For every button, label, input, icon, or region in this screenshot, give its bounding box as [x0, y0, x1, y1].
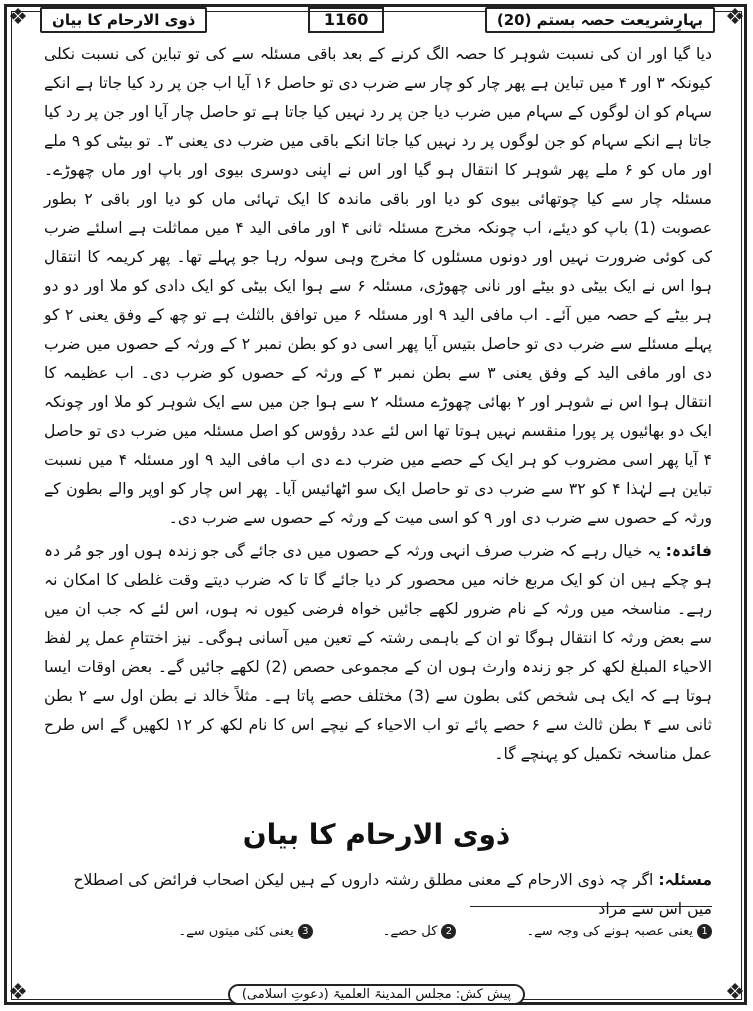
- ornament-icon: ❖: [8, 980, 28, 1005]
- footnote-number: 2: [441, 924, 456, 939]
- page-header: [40, 6, 715, 34]
- footnote-text: یعنی عصبہ ہونے کی وجہ سے۔: [526, 924, 693, 939]
- main-text: [44, 40, 712, 769]
- footnote-text: کل حصے۔: [382, 924, 438, 939]
- footnote-number: 1: [697, 924, 712, 939]
- ornament-icon: ❖: [725, 980, 745, 1005]
- footnote: [383, 924, 457, 939]
- publisher-label: پیش کش: مجلس المدینۃ العلمیۃ (دعوتِ اسلامی): [228, 984, 525, 1005]
- footnote: [526, 924, 712, 939]
- page-number: 1160: [308, 7, 385, 33]
- section-heading: ذوی الارحام کا بیان: [242, 818, 511, 851]
- note-paragraph: [44, 537, 712, 769]
- paragraph: دیا گیا اور ان کی نسبت شوہر کا حصہ الگ کرنے کے بعد باقی مسئلہ سے کی تو تباین کی نسبت نکلی کیونکہ ۳ اور ۴ میں تباین ہے پھر چار کو چار سے ضرب دی تو حاصل ۱۶ آیا اب جن پر رد کیا جاتا ہے انکے سہام کو ان لوگوں کے سہام میں ضرب دیا جن پر رد نہیں کیا جاتا ہے تو حاصل چار آیا اور جن پر رد کیا جاتا ہے انکے سہام کو جن لوگوں پر رد نہیں کیا جاتا انکے باقی میں ضرب دی یعنی ۳۔ تو بیٹی کو ۹ ملے اور ماں کو ۶ ملے پھر شوہر کا انتقال ہو گیا اور اس نے اپنی دوسری بیوی اور باپ اور ماں چھوڑے۔ مسئلہ چار سے کیا چوتھائی بیوی کو دیا اور باقی ماندہ کا ایک تہائی ماں کو دیا اور باقی ۲ بطور عصوبت (1) باپ کو دیئے، اب چونکہ مخرج مسئلہ ثانی ۴ اور مافی الید ۴ میں مماثلت ہے اسلئے ضرب کی کوئی ضرورت نہیں اور دونوں مسئلوں کا مخرج وہی سولہ رہا جو پہلے تھا۔ پھر کریمہ کا انتقال ہوا اس نے ایک بیٹی دو بیٹے اور نانی چھوڑی، مسئلہ ۶ سے ہوا ایک بیٹی کو ایک دادی کو ملا اور دو دو ہر بیٹے کے حصہ میں آئے۔ اب مافی الید ۹ اور مسئلہ ۶ میں توافق بالثلث ہے تو چھ کے وفق یعنی ۲ کو پہلے مسئلے سے ضرب دی تو حاصل بتیس آیا پھر اسی دو کو بطن نمبر ۲ کے ورثہ کے حصوں میں ضرب دی اور مافی الید کے وفق یعنی ۳ سے بطن نمبر ۳ کے ورثہ کے حصوں کو ضرب دی۔ اب عظیمہ کا انتقال ہوا اس نے شوہر اور ۲ بھائی چھوڑے مسئلہ ۲ سے ہوا جن میں سے ایک شوہر کو ملا اور چونکہ ایک دو بھائیوں پر پورا منقسم نہیں ہوتا تھا اس لئے عدد رؤوس کو اصل مسئلہ میں ضرب دی تو حاصل ۴ آیا پھر اسی مضروب کو ہر ایک کے حصے میں ضرب دے دی اب مافی الید ۹ اور مسئلہ ۴ میں نسبت تباین ہے لہٰذا ۴ کو ۳۲ سے ضرب دی تو حاصل ایک سو اٹھائیس آیا۔ پھر اس چار کو اوپر والے بطون کے ورثہ کے حصوں سے ضرب دی اور ۹ کو اسی میت کے ورثہ کے حصوں سے ضرب دی۔: [44, 45, 713, 527]
- ornament-icon: ❖: [8, 5, 28, 30]
- footnotes: [44, 924, 712, 939]
- note-text: یہ خیال رہے کہ ضرب صرف انہی ورثہ کے حصوں میں دی جائے گی جو زندہ ہوں اور جو مُر دہ ہو چکے ہیں ان کو ایک مربع خانہ میں محصور کر دیا جائے گا تا کہ ضرب دیتے وقت غلطی کا امکان نہ رہے۔ مناسخہ میں ورثہ کے نام ضرور لکھے جائیں خواہ فرضی کیوں نہ ہوں، اس لئے کہ جب ان میں سے بعض ورثہ کا انتقال ہوگا تو ان کے باہمی رشتہ کے تعین میں آسانی ہوگی۔ نیز اختتامِ عمل پر لفظ الاحیاء المبلغ لکھ کر جو زندہ وارث ہوں ان کے مجموعی حصص (2) لکھے جائیں گے۔ بعض اوقات ایسا ہوتا ہے کہ ایک ہی شخص کئی بطون سے (3) مختلف حصے پاتا ہے۔ مثلاً خالد نے بطن اول سے ۲ بطن ثانی سے ۴ بطن ثالث سے ۶ حصے پائے تو اب الاحیاء کے نیچے اس کا نام لکھ کر ۱۲ لکھیں گے اس طرح عمل مناسخہ تکمیل کو پہنچے گا۔: [44, 542, 712, 763]
- masla-paragraph: [44, 866, 712, 924]
- page-footer: [0, 984, 753, 1005]
- footnote-divider: [470, 906, 712, 907]
- masla-text: اگر چہ ذوی الارحام کے معنی مطلق رشتہ داروں کے ہیں لیکن اصحاب فرائض کی اصطلاح میں اس سے مراد: [73, 871, 712, 918]
- footnote: [179, 924, 313, 939]
- book-title: بہارِشریعت حصہ بستم (20): [485, 7, 715, 33]
- masla-label: مسئلہ:: [658, 871, 712, 889]
- footnote-text: یعنی کئی میتوں سے۔: [178, 924, 294, 939]
- note-label: فائدہ:: [665, 542, 712, 560]
- footnote-number: 3: [298, 924, 313, 939]
- ornament-icon: ❖: [725, 5, 745, 30]
- chapter-title: ذوی الارحام کا بیان: [40, 7, 207, 33]
